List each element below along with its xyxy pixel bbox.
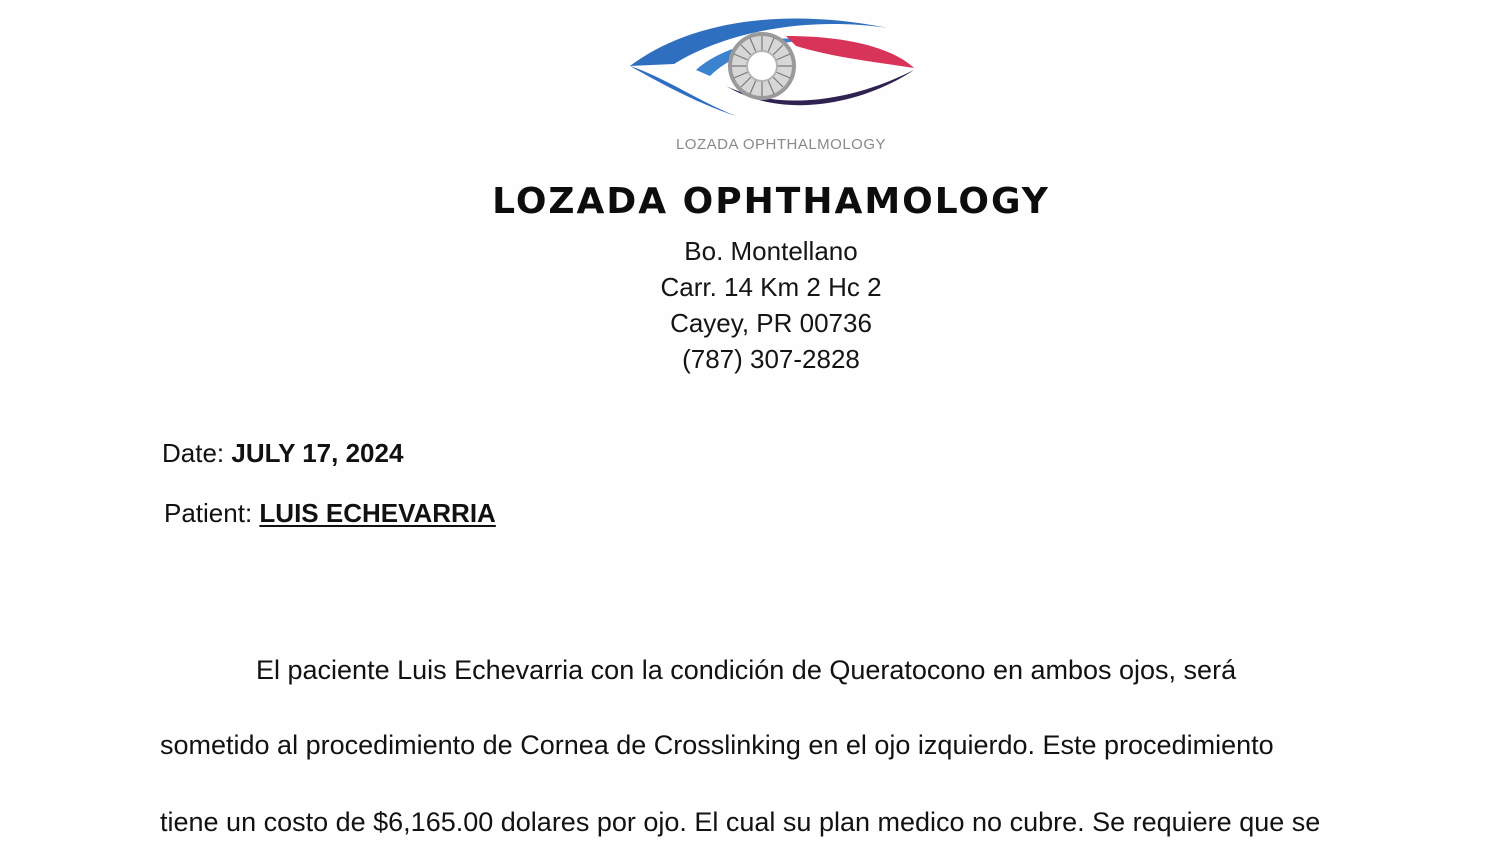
phone-number: (787) 307-2828 bbox=[682, 344, 860, 374]
logo-caption: LOZADA OPHTHALMOLOGY bbox=[675, 136, 887, 153]
patient-label: Patient: bbox=[164, 498, 253, 528]
clinic-address bbox=[520, 233, 1022, 377]
patient-name: LUIS ECHEVARRIA bbox=[259, 498, 496, 528]
date-label: Date: bbox=[162, 438, 225, 468]
body-paragraph-line: sometido al procedimiento de Cornea de Crosslinking en el ojo izquierdo. Este procedimiento bbox=[160, 730, 1274, 760]
eye-logo-icon bbox=[626, 6, 918, 126]
address-line: Bo. Montellano bbox=[684, 236, 858, 266]
clinic-name: LOZADA OPHTHAMOLOGY bbox=[492, 181, 1050, 222]
body-paragraph-line: tiene un costo de $6,165.00 dolares por ojo. El cual su plan medico no cubre. Se requiere que se bbox=[160, 807, 1321, 837]
patient-row bbox=[164, 498, 496, 529]
date-row bbox=[162, 438, 403, 469]
address-line: Cayey, PR 00736 bbox=[670, 308, 872, 338]
body-paragraph-line: El paciente Luis Echevarria con la condición de Queratocono en ambos ojos, será bbox=[256, 655, 1237, 685]
date-value: JULY 17, 2024 bbox=[231, 438, 404, 468]
address-line: Carr. 14 Km 2 Hc 2 bbox=[660, 272, 882, 302]
